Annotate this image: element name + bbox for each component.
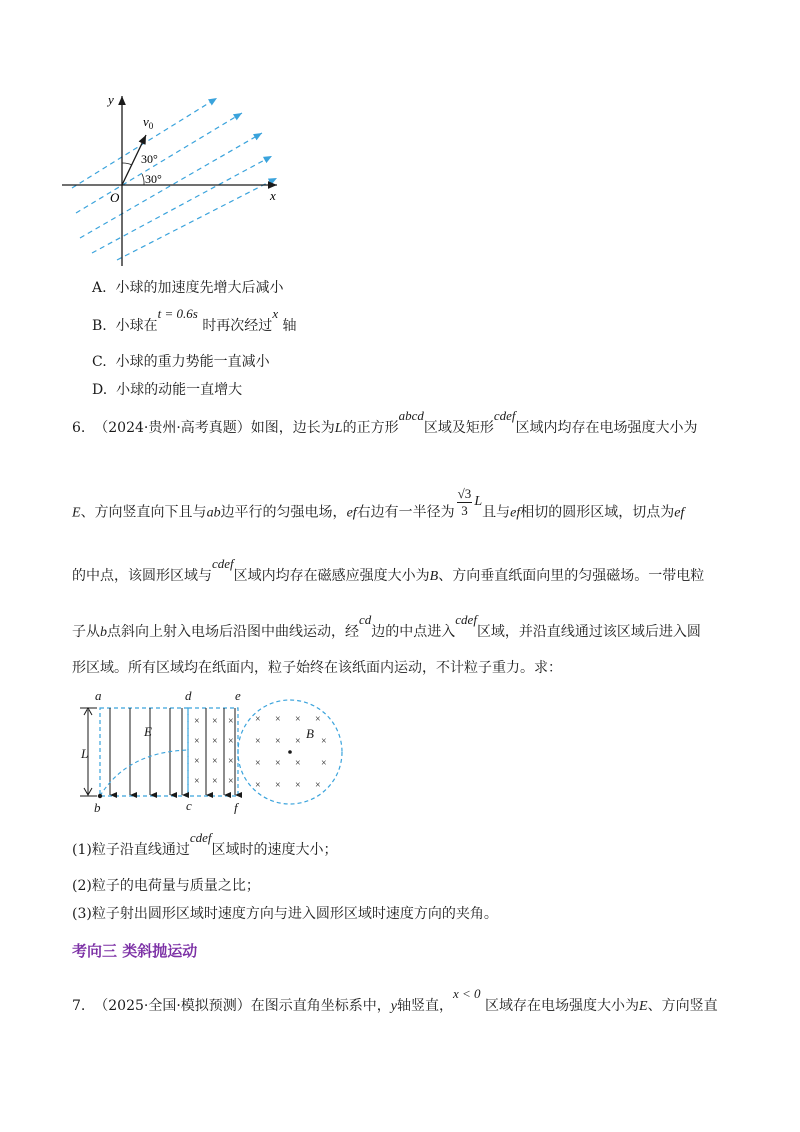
q6-text: 、方向垂直纸面向里的匀强磁场。一带电粒 <box>438 568 705 584</box>
q7-text: 区域存在电场强度大小为 <box>485 998 640 1014</box>
q6-text: 右边有一半径为 <box>356 504 455 521</box>
svg-text:×: × <box>228 776 234 787</box>
option-text: 小球在 <box>115 318 158 334</box>
q7-line-1 <box>72 986 718 1017</box>
symbol-ef: ef <box>674 505 685 521</box>
option-letter: D. <box>92 382 108 398</box>
svg-text:×: × <box>228 716 234 727</box>
symbol-b: b <box>100 625 107 640</box>
q6-text: 区域，并沿直线通过该区域后进入圆 <box>476 624 701 640</box>
angle-label-1: 30° <box>141 152 158 166</box>
angle-arc-1 <box>122 163 132 165</box>
symbol-ab: ab <box>206 505 221 521</box>
svg-text:×: × <box>212 776 218 787</box>
sub-question-text: 区域时的速度大小； <box>211 842 338 858</box>
svg-text:×: × <box>228 756 234 767</box>
svg-text:×: × <box>212 756 218 767</box>
option-text: 时再次经过 <box>202 318 273 334</box>
svg-text:×: × <box>275 736 281 747</box>
symbol-cdef: cdef <box>189 830 212 845</box>
point-b <box>98 794 102 798</box>
sub-question-3 <box>72 904 498 924</box>
svg-text:×: × <box>295 758 301 769</box>
option-b <box>92 306 297 336</box>
symbol-y: y <box>390 999 398 1014</box>
q6-line-2 <box>72 486 685 529</box>
q6-text: 区域内均存在磁感应强度大小为 <box>233 568 430 584</box>
label-e: e <box>235 688 241 703</box>
symbol-ef: ef <box>346 505 357 521</box>
q6-line-4 <box>72 612 701 643</box>
svg-text:×: × <box>194 756 200 767</box>
svg-text:×: × <box>321 736 327 747</box>
symbol-ef: ef <box>510 505 521 521</box>
angle-arc-2 <box>142 174 144 185</box>
particle-trajectory <box>100 750 188 796</box>
svg-text:×: × <box>194 776 200 787</box>
svg-text:×: × <box>275 758 281 769</box>
symbol-E: E <box>72 505 81 521</box>
radius-fraction <box>457 486 473 519</box>
svg-text:×: × <box>275 714 281 725</box>
sub-question-text: (3)粒子射出圆形区域时速度方向与进入圆形区域时速度方向的夹角。 <box>72 906 498 922</box>
velocity-label: $v_0$ <box>143 114 154 131</box>
label-a: a <box>95 688 102 703</box>
symbol-L: L <box>334 421 343 436</box>
svg-text:×: × <box>194 736 200 747</box>
x-axis-label: x <box>270 188 276 203</box>
q6-text: 子从 <box>72 624 100 640</box>
svg-text:×: × <box>295 780 301 791</box>
field-lines <box>72 98 277 260</box>
label-c: c <box>186 798 192 813</box>
option-letter: C. <box>92 354 107 370</box>
q6-text: 、方向竖直向下且与 <box>80 504 207 521</box>
sub-question-1 <box>72 830 338 860</box>
section-title: 考向三 类斜抛运动 <box>72 942 198 960</box>
option-text: 小球的重力势能一直减小 <box>115 354 270 370</box>
q6-text: 形区域。所有区域均在纸面内，粒子始终在该纸面内运动，不计粒子重力。求： <box>72 660 562 676</box>
svg-text:×: × <box>255 780 261 791</box>
svg-text:×: × <box>315 714 321 725</box>
q6-text: （2024·贵州·高考真题）如图，边长为 <box>94 420 335 436</box>
q6-text: 边的中点进入 <box>371 624 456 640</box>
sub-question-text: (1)粒子沿直线通过 <box>72 842 190 858</box>
svg-text:×: × <box>275 780 281 791</box>
q6-text: 边平行的匀强电场， <box>220 504 347 521</box>
svg-text:×: × <box>321 758 327 769</box>
x-symbol: x <box>272 306 279 321</box>
q6-text: 相切的圆形区域，切点为 <box>520 504 675 521</box>
svg-text:×: × <box>295 714 301 725</box>
q6-text: 点斜向上射入电场后沿图中曲线运动，经 <box>107 624 359 640</box>
q6-line-5 <box>72 658 562 678</box>
option-text: 小球的加速度先增大后减小 <box>115 280 284 296</box>
q6-text: 的正方形 <box>342 420 399 436</box>
time-expression: t = 0.6s <box>157 306 198 321</box>
symbol-cd: cd <box>359 612 372 627</box>
symbol-B: B <box>429 569 439 584</box>
symbol-E: E <box>639 999 648 1014</box>
svg-text:×: × <box>212 716 218 727</box>
option-letter: B. <box>92 318 107 334</box>
svg-text:×: × <box>255 736 261 747</box>
figure-velocity-axes <box>62 88 292 268</box>
sub-question-2 <box>72 876 260 896</box>
symbol-cdef: cdef <box>455 612 477 627</box>
fraction-denominator: 3 <box>461 503 468 518</box>
svg-text:×: × <box>212 736 218 747</box>
label-d: d <box>185 688 192 703</box>
circle-center <box>288 750 292 754</box>
fraction-numerator: √3 <box>457 486 472 501</box>
label-b: b <box>94 800 101 814</box>
q6-line-1 <box>72 408 698 439</box>
svg-text:×: × <box>295 736 301 747</box>
q7-text: 、方向竖直 <box>647 998 718 1014</box>
y-axis-label: y <box>108 92 114 107</box>
q6-line-3 <box>72 556 705 587</box>
symbol-L: L <box>474 493 483 509</box>
symbol-cdef: cdef <box>212 556 234 571</box>
question-number: 6. <box>72 420 86 436</box>
label-E: E <box>144 724 152 739</box>
sub-question-text: (2)粒子的电荷量与质量之比； <box>72 878 260 894</box>
option-d <box>92 380 242 400</box>
option-a <box>92 278 283 298</box>
q6-text: 区域内均存在电场强度大小为 <box>515 420 698 436</box>
option-text: 小球的动能一直增大 <box>116 382 243 398</box>
origin-label: O <box>110 190 120 205</box>
symbol-abcd: abcd <box>398 408 424 423</box>
option-text: 轴 <box>282 318 297 334</box>
option-c <box>92 352 270 372</box>
question-number: 7. <box>72 998 86 1014</box>
option-letter: A. <box>92 280 107 296</box>
svg-text:×: × <box>255 714 261 725</box>
svg-text:×: × <box>194 716 200 727</box>
square-abcd <box>100 708 188 796</box>
figure-field-regions <box>72 684 362 814</box>
svg-text:×: × <box>315 780 321 791</box>
inequality-expression: x < 0 <box>453 986 481 1001</box>
magnetic-crosses-rect <box>194 716 234 787</box>
q7-text: 轴竖直， <box>397 998 454 1014</box>
q7-text: （2025·全国·模拟预测）在图示直角坐标系中， <box>94 998 391 1014</box>
symbol-cdef: cdef <box>493 408 516 423</box>
q6-text: 区域及矩形 <box>423 420 494 436</box>
angle-label-2: 30° <box>145 172 162 186</box>
label-f: f <box>234 800 238 814</box>
label-L: L <box>81 746 89 761</box>
svg-text:×: × <box>255 758 261 769</box>
label-B: B <box>306 726 314 741</box>
q6-text: 且与 <box>482 504 511 521</box>
svg-text:×: × <box>228 736 234 747</box>
q6-text: 的中点，该圆形区域与 <box>72 568 212 584</box>
